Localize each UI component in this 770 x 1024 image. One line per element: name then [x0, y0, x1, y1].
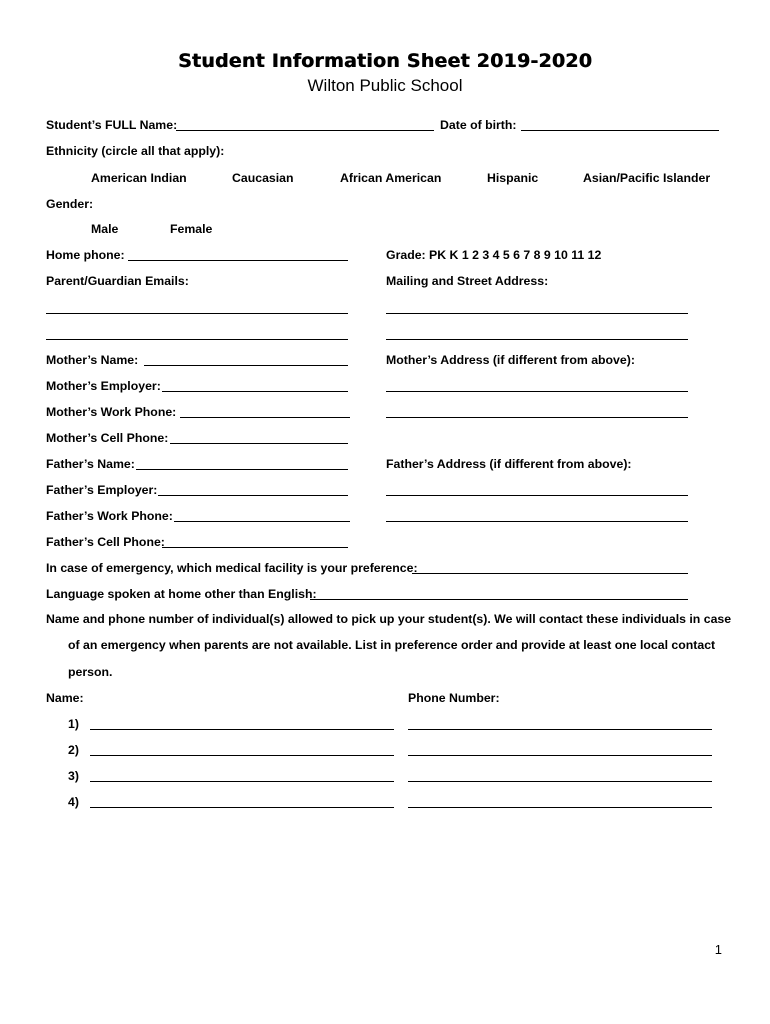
ethnicity-option-asian-pacific-islander[interactable]: Asian/Pacific Islander: [583, 171, 711, 185]
mother-work-phone-label: Mother’s Work Phone:: [46, 405, 177, 419]
contact-phone-header: Phone Number:: [408, 691, 500, 705]
mailing-address-field-1[interactable]: [386, 313, 688, 314]
gender-option-male[interactable]: Male: [91, 222, 119, 236]
pickup-instructions-line-3: person.: [68, 665, 113, 679]
father-name-field[interactable]: [136, 469, 348, 470]
mother-name-field[interactable]: [144, 365, 348, 366]
contact-name-field-1[interactable]: [90, 729, 394, 730]
student-name-field[interactable]: [176, 130, 434, 131]
ethnicity-option-american-indian[interactable]: American Indian: [91, 171, 187, 185]
gender-label: Gender:: [46, 197, 94, 211]
ethnicity-label: Ethnicity (circle all that apply):: [46, 144, 225, 158]
ethnicity-option-caucasian[interactable]: Caucasian: [232, 171, 294, 185]
dob-label: Date of birth:: [440, 118, 517, 132]
parent-emails-label: Parent/Guardian Emails:: [46, 274, 189, 288]
mother-address-label: Mother’s Address (if different from above):: [386, 353, 635, 367]
father-work-phone-field[interactable]: [174, 521, 350, 522]
pickup-instructions-line-2: of an emergency when parents are not available. List in preference order and provide at least one local contact: [68, 638, 716, 652]
father-cell-phone-label: Father’s Cell Phone:: [46, 535, 165, 549]
mother-work-phone-field[interactable]: [180, 417, 350, 418]
language-field[interactable]: [310, 599, 688, 600]
father-address-label: Father’s Address (if different from above):: [386, 457, 632, 471]
mother-cell-phone-label: Mother’s Cell Phone:: [46, 431, 169, 445]
mother-address-field-2[interactable]: [386, 417, 688, 418]
parent-email-field-1[interactable]: [46, 313, 348, 314]
father-address-field-2[interactable]: [386, 521, 688, 522]
father-employer-field[interactable]: [158, 495, 348, 496]
mother-employer-field[interactable]: [162, 391, 348, 392]
emergency-facility-label: In case of emergency, which medical facility is your preference:: [46, 561, 418, 575]
mailing-address-label: Mailing and Street Address:: [386, 274, 549, 288]
father-address-field-1[interactable]: [386, 495, 688, 496]
parent-email-field-2[interactable]: [46, 339, 348, 340]
father-cell-phone-field[interactable]: [162, 547, 348, 548]
mother-cell-phone-field[interactable]: [170, 443, 348, 444]
contact-phone-field-2[interactable]: [408, 755, 712, 756]
ethnicity-option-african-american[interactable]: African American: [340, 171, 442, 185]
contact-name-field-2[interactable]: [90, 755, 394, 756]
contact-number-2: 2): [68, 743, 79, 757]
contact-number-4: 4): [68, 795, 79, 809]
student-name-label: Student’s FULL Name:: [46, 118, 178, 132]
ethnicity-option-hispanic[interactable]: Hispanic: [487, 171, 539, 185]
contact-phone-field-1[interactable]: [408, 729, 712, 730]
pickup-instructions-line-1: Name and phone number of individual(s) allowed to pick up your student(s). We will contact these individuals in case: [46, 612, 732, 626]
contact-number-1: 1): [68, 717, 79, 731]
contact-name-field-4[interactable]: [90, 807, 394, 808]
home-phone-field[interactable]: [128, 260, 348, 261]
father-name-label: Father’s Name:: [46, 457, 135, 471]
page-number: 1: [714, 942, 722, 957]
gender-option-female[interactable]: Female: [170, 222, 213, 236]
language-label: Language spoken at home other than English:: [46, 587, 317, 601]
school-name: Wilton Public School: [307, 76, 463, 95]
dob-field[interactable]: [521, 130, 719, 131]
contact-phone-field-4[interactable]: [408, 807, 712, 808]
grade-label[interactable]: Grade: PK K 1 2 3 4 5 6 7 8 9 10 11 12: [386, 248, 602, 262]
home-phone-label: Home phone:: [46, 248, 125, 262]
emergency-facility-field[interactable]: [412, 573, 688, 574]
mother-name-label: Mother’s Name:: [46, 353, 139, 367]
contact-name-field-3[interactable]: [90, 781, 394, 782]
page-title: Student Information Sheet 2019-2020: [177, 50, 593, 72]
mailing-address-field-2[interactable]: [386, 339, 688, 340]
mother-employer-label: Mother’s Employer:: [46, 379, 161, 393]
contact-phone-field-3[interactable]: [408, 781, 712, 782]
father-work-phone-label: Father’s Work Phone:: [46, 509, 173, 523]
mother-address-field-1[interactable]: [386, 391, 688, 392]
father-employer-label: Father’s Employer:: [46, 483, 158, 497]
contact-name-header: Name:: [46, 691, 84, 705]
contact-number-3: 3): [68, 769, 79, 783]
